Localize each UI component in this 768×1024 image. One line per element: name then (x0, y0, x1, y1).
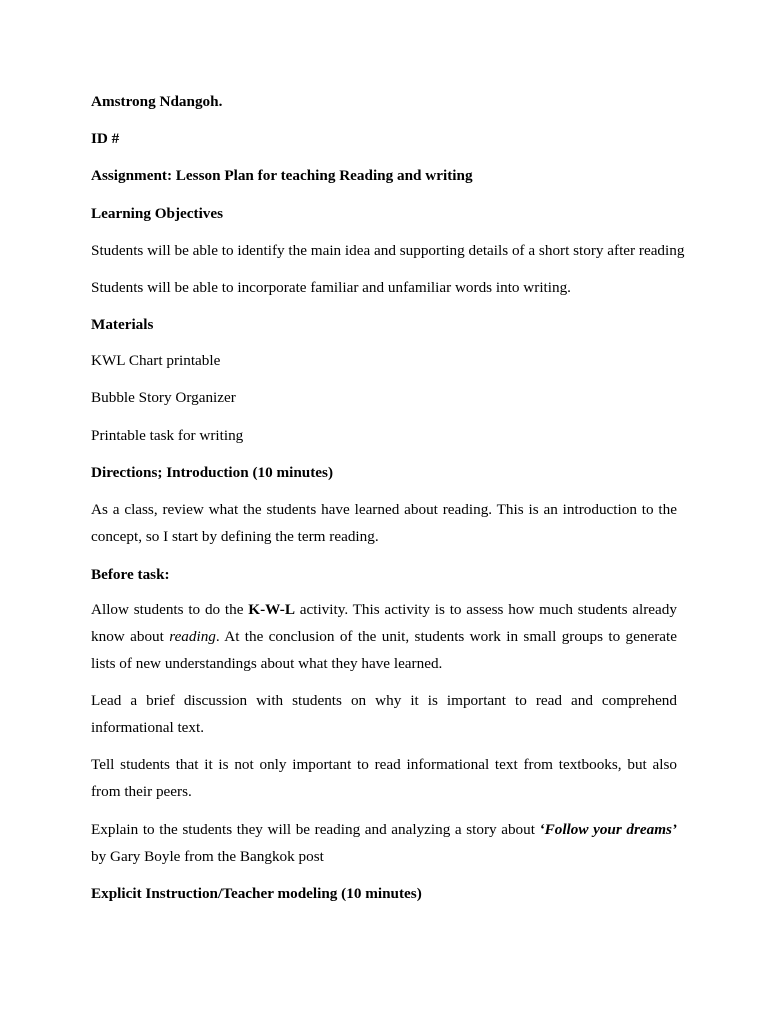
kwl-term: K-W-L (248, 601, 295, 618)
explicit-instruction-heading: Explicit Instruction/Teacher modeling (10 minutes) (91, 885, 422, 902)
materials-heading: Materials (91, 316, 154, 333)
author-name: Amstrong Ndangoh. (91, 93, 223, 110)
id-label: ID # (91, 130, 120, 147)
peers-paragraph: Tell students that it is not only important to read informational text from textbooks, but also from their peers. (91, 756, 677, 800)
kwl-paragraph (91, 596, 677, 677)
kwl-text-start: Allow students to do the (91, 601, 249, 618)
objective-item: Students will be able to incorporate familiar and unfamiliar words into writing. (91, 279, 571, 296)
story-text-start: Explain to the students they will be reading and analyzing a story about (91, 821, 540, 838)
objective-item: Students will be able to identify the main idea and supporting details of a short story after reading (91, 242, 685, 259)
directions-heading: Directions; Introduction (10 minutes) (91, 464, 334, 481)
reading-term: reading (169, 628, 216, 645)
kwl-text-middle: activity. This activity is to assess how much students already know about (91, 601, 677, 645)
directions-paragraph: As a class, review what the students have learned about reading. This is an introduction to the concept, so I start by defining the term reading. (91, 501, 677, 545)
material-item: Printable task for writing (91, 427, 244, 444)
story-title: ‘Follow your dreams’ (539, 821, 677, 838)
material-item: Bubble Story Organizer (91, 389, 236, 406)
kwl-text-end: . At the conclusion of the unit, students work in small groups to generate lists of new understandings about what they have learned. (91, 628, 677, 672)
story-paragraph (91, 816, 677, 870)
story-text-end: by Gary Boyle from the Bangkok post (91, 848, 324, 865)
objectives-heading: Learning Objectives (91, 205, 224, 222)
assignment-title: Assignment: Lesson Plan for teaching Reading and writing (91, 167, 473, 184)
material-item: KWL Chart printable (91, 352, 221, 369)
before-task-heading: Before task: (91, 566, 170, 583)
discussion-paragraph: Lead a brief discussion with students on why it is important to read and comprehend informational text. (91, 692, 677, 736)
